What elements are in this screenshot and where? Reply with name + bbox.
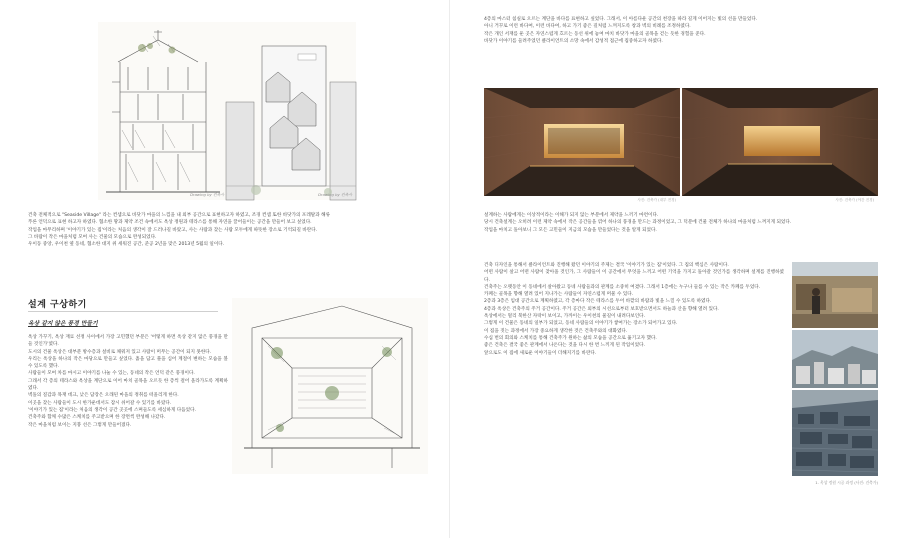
courtyard-sketch [232, 298, 428, 474]
design-line: '이야기가 있는 집'이라는 처음의 생각이 공간 곳곳에 스며들도록 세심하게 다듬었다. [28, 407, 197, 413]
design-line: 우리는 옥상을 하나의 작은 마당으로 만들고 싶었다. 흙을 담고 풀을 심어 계절이 변하는 모습을 볼 수 있도록 했다. [28, 356, 228, 370]
main-line: 건축 디자인을 통해서 클라이언트와 진행해 왔던 이야기의 주제는 결국 '이야기가 있는 집'이었다. 그 집의 핵심은 사람이다. [484, 263, 729, 268]
top-line: 작은 개인 서재를 둔 곳은 자연스럽게 흐르는 동선 위에 놓여 마치 바닷가 마을의 골목을 걷는 듯한 경험을 준다. [484, 31, 706, 37]
main-line: 그렇게 이 건물은 동네의 일부가 되었고, 동네 사람들의 이야기가 쌓여가는 장소가 되어가고 있다. [484, 321, 678, 327]
top-line: 4층의 마스터 침실로 오르는 계단을 바다를 표현하고 싶었다. 그래서, 이 아름다운 공간의 천장을 따라 길게 이어지는 빛의 선을 만들었다. [484, 17, 758, 22]
intro-line: 푸른 언덕으로 표현 하고자 하였다. 협소한 땅과 제약 조건 속에서도 옥상 정원과 테라스를 통해 자연을 끌어들이는 공간을 만들어 보고 싶었다. [28, 220, 312, 226]
mid-line: 설계하는 사람에게는 이상적이라는 이해가 되지 않는 부분에서 제약을 느끼기 마련이다. [484, 213, 659, 218]
main-line: 수십 번의 회의와 스케치를 통해 건축주가 원하는 삶의 모습을 공간으로 옮기고자 했다. [484, 335, 657, 341]
right-page [450, 0, 900, 538]
courtyard-drawing [232, 298, 428, 474]
side-photo-caption: 1. 옥상 정원 시공 과정 (사진: 건축가) [815, 480, 878, 485]
main-line: 앞으로도 이 집에 새로운 이야기들이 더해지기를 바란다. [484, 350, 597, 356]
mid-line: 당시 건축설계는 오히려 이런 제약 속에서 작은 공간들을 엮어 하나의 풍경을 만드는 과정이었고, 그 덕분에 건물 전체가 하나의 마을처럼 느껴지게 되었다. [484, 220, 792, 226]
design-line: 그래서 각 층의 테라스와 옥상을 계단으로 이어 마치 골목을 오르듯 한 층씩 걸어 올라가도록 계획하였다. [28, 378, 228, 392]
intro-line: 작업을 마무리하며 '이야기가 있는 집'이라는 처음의 생각이 잘 드러나길 바랐고, 사는 사람과 찾는 사람 모두에게 따뜻한 장소로 기억되길 바란다. [28, 227, 318, 233]
main-line: 2층과 3층은 임대 공간으로 계획하였고, 각 층마다 작은 테라스를 두어 바깥의 바람과 빛을 느낄 수 있도록 하였다. [484, 299, 712, 305]
design-line: 사람들이 모여 차를 마시고 이야기를 나눌 수 있는, 동네의 작은 언덕 같은 풍경이다. [28, 371, 195, 377]
side-photo-2 [792, 330, 878, 388]
mid-line: 작업을 마치고 돌아보니 그 모든 고민들이 지금의 모습을 만들었다는 것을 알게 되었다. [484, 227, 657, 233]
section-rule [28, 311, 218, 312]
sketch2-caption: Drawing by 건축사 [318, 192, 352, 197]
intro-line: 건축 전체적으로 "Seaside Village" 라는 컨셉으로 바닷가 마을의 느낌을 내 외부 공간으로 표현하고자 하였고, 조경 컨셉 또한 바닷가의 포레탈과 해류 [28, 213, 331, 218]
perspective-drawing [226, 22, 356, 200]
side-photo-3-image [792, 390, 878, 476]
mid-paragraph [484, 212, 878, 234]
perspective-sketch [226, 22, 356, 200]
interior-photo-1-image [484, 88, 680, 196]
main-line: 어떤 사람이 살고 어떤 사람이 찾아올 것인가, 그 사람들이 이 공간에서 무엇을 느끼고 어떤 기억을 가지고 돌아갈 것인가를 생각하며 설계를 진행하였다. [484, 270, 784, 283]
intro-paragraph [28, 212, 428, 248]
side-photo-3 [792, 390, 878, 476]
interior-photo-1 [484, 88, 680, 202]
section-sketch [98, 22, 228, 200]
sub-title: 옥상 같지 않은 풍경 만들기 [28, 321, 98, 327]
design-paragraph [28, 334, 228, 429]
design-line: 작은 마을처럼 보이는 지붕 선은 그렇게 만들어졌다. [28, 422, 132, 428]
photo2-caption: 사진: 건축가 (야간 전경) [835, 198, 874, 202]
main-line: 건축주는 오랫동안 이 동네에서 살아왔고 동네 사람들과의 관계를 소중히 여겼다. 그래서 1층에는 누구나 들를 수 있는 작은 카페를 두었다. [484, 284, 761, 290]
interior-photo-2-image [682, 88, 878, 196]
design-line: 도시의 건물 옥상은 대부분 방수층과 설비로 채워져 있고 사람이 머무는 공간이 되지 못한다. [28, 349, 212, 355]
design-line: 옥상 가꾸기, 옥상 재료 선정 사이에서 가장 고민했던 부분은 '어떻게 하면 옥상 같지 않은 풍경을 만들 것인가'였다. [28, 335, 228, 348]
side-photo-1 [792, 262, 878, 328]
main-line: 카페는 골목을 향해 열려 있어 지나가는 사람들이 자연스럽게 머물 수 있다. [484, 292, 634, 298]
side-photo-1-image [792, 262, 878, 328]
design-line: 벽돌의 질감과 목재 데크, 낮은 담장은 오래된 마을의 정취를 떠올리게 한다. [28, 393, 179, 399]
interior-photo-2 [682, 88, 878, 202]
intro-line: 그 바람이 작은 마을처럼 모여 사는 건물의 모습으로 완성되었다. [28, 234, 157, 240]
main-line: 좋은 건축은 결국 좋은 관계에서 나온다는 것을 다시 한 번 느끼게 된 작업이었다. [484, 343, 645, 349]
top-line: 아니 거꾸로 이런 바다여, 이런 바다여, 하고 가기 좋은 길처럼 느껴지도록 창과 벽의 비례를 조정하였다. [484, 24, 691, 30]
photo1-caption: 사진: 건축가 (내부 전경) [637, 198, 676, 202]
design-line: 이곳을 찾는 사람들이 도시 한가운데서도 잠시 쉬어갈 수 있기를 바랐다. [28, 400, 172, 406]
intro-line: 우이동 중앙, 우이천 옆 동네, 협소한 대지 위 세워진 공간, 준공 2년을 맞은 2013년 5월의 일이다. [28, 242, 225, 248]
section-sketch-drawing [98, 22, 228, 200]
main-line: 4층과 옥상은 건축주의 주거 공간이다. 주거 공간은 외부의 시선으로부터 보호받으면서도 하늘과 산을 향해 열려 있다. [484, 306, 719, 312]
sketch1-caption: Drawing by 건축사 [190, 192, 224, 197]
section-title: 설계 구상하기 [28, 300, 87, 310]
main-line: 옥상에서는 멀리 북한산 자락이 보이고, 가까이는 우이천의 물길이 내려다보인다. [484, 314, 646, 320]
top-paragraph [484, 16, 878, 45]
main-line: 이 집을 짓는 과정에서 가장 중요하게 생각한 것은 건축주와의 대화였다. [484, 328, 628, 334]
main-paragraph [484, 262, 784, 357]
design-line: 건축주와 함께 수많은 스케치를 주고받으며 한 장면씩 완성해 나갔다. [28, 415, 166, 421]
side-photo-2-image [792, 330, 878, 388]
top-line: 바닷가 이야기를 들려주었던 클라이언트의 소망 속에서 감성적 접근에 집중하고자 하였다. [484, 38, 663, 44]
